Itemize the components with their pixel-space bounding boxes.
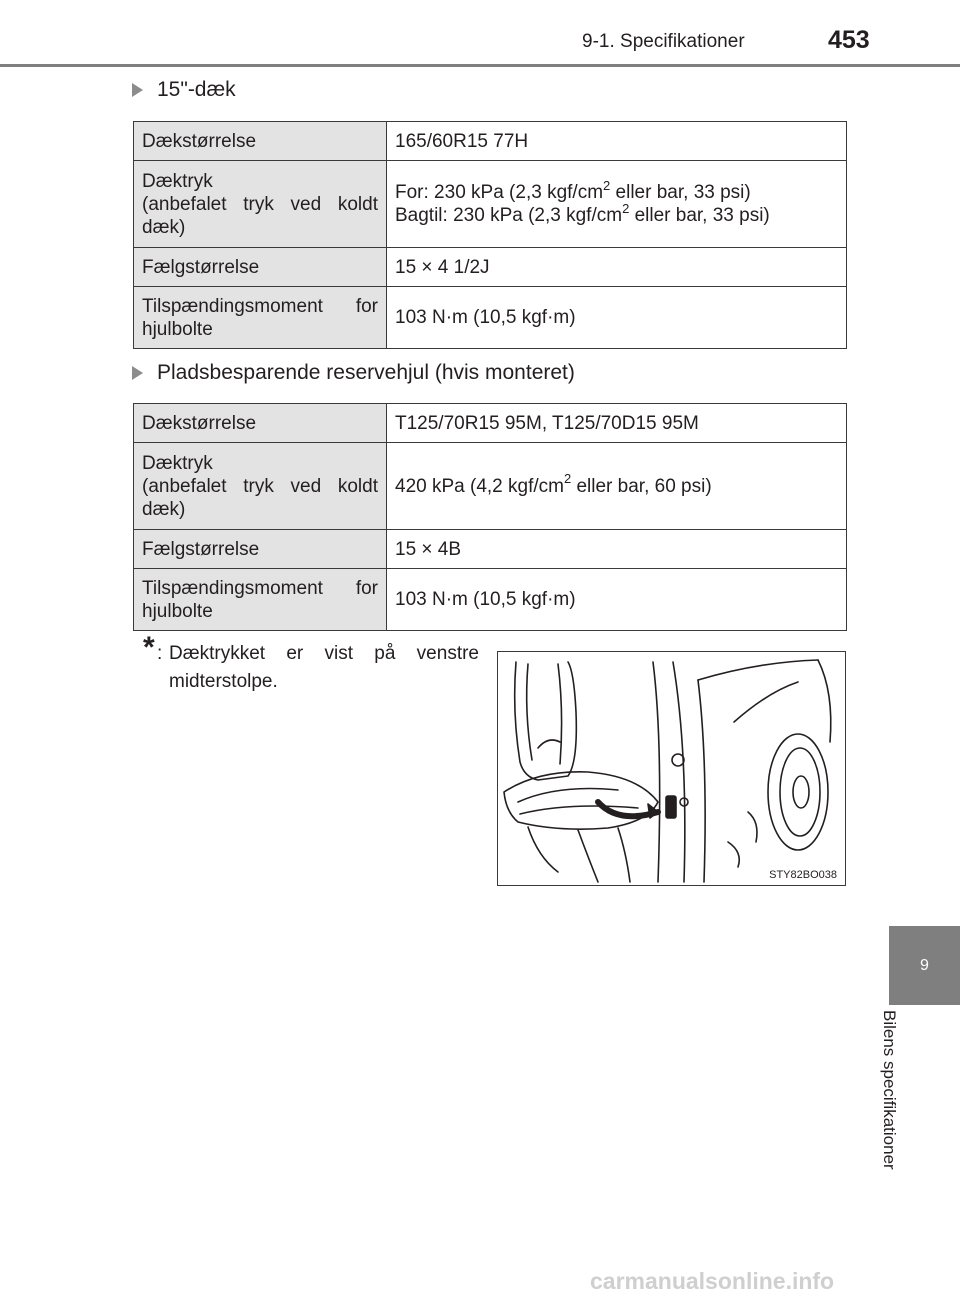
- chapter-number: 9: [920, 956, 929, 974]
- row-value: 103 N·m (10,5 kgf·m): [387, 287, 847, 349]
- table-row: [134, 248, 847, 287]
- chapter-title: Bilens specifikationer: [880, 1010, 899, 1170]
- row-label: Tilspændingsmoment for hjulbolte: [134, 569, 387, 631]
- footnote-text: [169, 640, 479, 696]
- row-value: 165/60R15 77H: [387, 122, 847, 161]
- row-value: 15 × 4B: [387, 530, 847, 569]
- label-line: (anbefalet tryk ved koldt dæk): [142, 475, 378, 520]
- label-line: (anbefalet tryk ved koldt dæk): [142, 193, 378, 238]
- value-text: Bagtil: 230 kPa (2,3 kgf/cm: [395, 205, 623, 226]
- value-text: 420 kPa (4,2 kgf/cm: [395, 475, 564, 497]
- table-row: [134, 443, 847, 530]
- header-title: 9-1. Specifikationer: [582, 31, 745, 52]
- label-line: Dæktryk: [142, 170, 213, 192]
- header-rule: [0, 64, 960, 67]
- car-seat-door-drawing: [498, 652, 844, 884]
- superscript: 2: [603, 177, 611, 193]
- value-text: eller bar, 60 psi): [571, 475, 712, 497]
- superscript: 2: [563, 471, 572, 487]
- row-label: Fælgstørrelse: [134, 530, 387, 569]
- footnote: [133, 631, 479, 696]
- row-label: Dækstørrelse: [134, 404, 387, 443]
- watermark: carmanualsonline.info: [590, 1268, 835, 1294]
- row-value: 15 × 4 1/2J: [387, 248, 847, 287]
- row-label: [134, 161, 387, 248]
- table-row: [134, 530, 847, 569]
- row-value: [387, 161, 847, 248]
- row-value: [387, 443, 847, 530]
- chapter-tab: [889, 926, 960, 1005]
- footnote-line: midterstolpe.: [169, 671, 278, 692]
- row-label: [134, 443, 387, 530]
- value-text: eller bar, 33 psi): [629, 205, 770, 226]
- triangle-bullet-icon: [132, 83, 143, 97]
- figure-code: STY82BO038: [769, 869, 837, 881]
- door-pillar-illustration: [497, 651, 846, 886]
- table-row: [134, 122, 847, 161]
- page-number: 453: [828, 26, 870, 54]
- chapter-side-label: [876, 1010, 902, 1206]
- section-heading-spare-tire: [132, 361, 575, 385]
- section-heading-15-tire: [132, 78, 236, 102]
- section-heading-text: 15"-dæk: [157, 78, 236, 101]
- superscript: 2: [622, 200, 630, 216]
- table-row: [134, 287, 847, 349]
- spec-table-15-tire: [133, 121, 847, 349]
- value-text: eller bar, 33 psi): [610, 182, 751, 203]
- footnote-marker: *: [143, 631, 155, 664]
- row-label: Dækstørrelse: [134, 122, 387, 161]
- triangle-bullet-icon: [132, 366, 143, 380]
- table-row: [134, 569, 847, 631]
- footnote-separator: :: [157, 643, 163, 664]
- table-row: [134, 404, 847, 443]
- row-value: 103 N·m (10,5 kgf·m): [387, 569, 847, 631]
- label-line: Dæktryk: [142, 452, 213, 474]
- value-text: For: 230 kPa (2,3 kgf/cm: [395, 182, 604, 203]
- row-value: T125/70R15 95M, T125/70D15 95M: [387, 404, 847, 443]
- footnote-line: Dæktrykket er vist på venstre: [169, 643, 479, 664]
- row-label: Tilspændingsmoment for hjulbolte: [134, 287, 387, 349]
- section-heading-text: Pladsbesparende reservehjul (hvis monteret): [157, 361, 575, 384]
- spec-table-spare-tire: [133, 403, 847, 631]
- row-label: Fælgstørrelse: [134, 248, 387, 287]
- table-row: [134, 161, 847, 248]
